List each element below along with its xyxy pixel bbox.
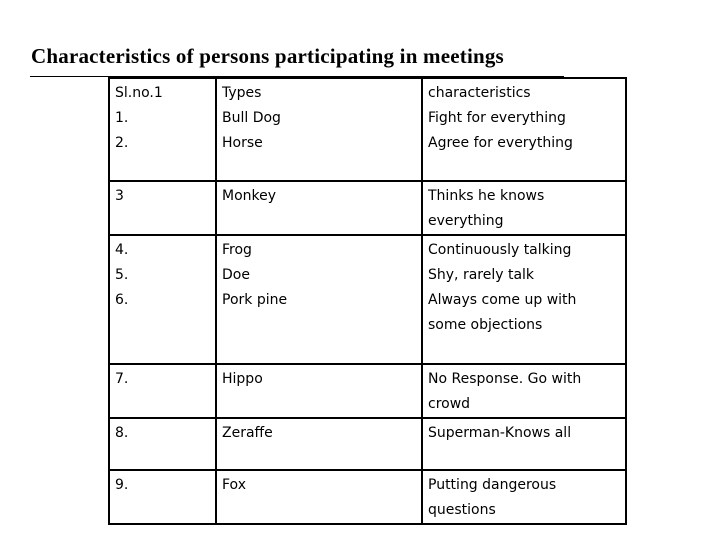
page-title: Characteristics of persons participating in meetings <box>31 44 504 68</box>
characteristic-line: Always come up with <box>428 292 577 308</box>
characteristic-line: Thinks he knows <box>428 188 545 204</box>
table-row <box>109 418 626 470</box>
slno-cell <box>109 418 216 470</box>
type-line: Doe <box>222 267 250 283</box>
slno-line: 4. <box>115 242 129 258</box>
characteristic-cell <box>422 364 626 418</box>
characteristic-line: characteristics <box>428 85 531 101</box>
slno-line: Sl.no.1 <box>115 85 163 101</box>
characteristic-cell <box>422 470 626 524</box>
slno-line: 9. <box>115 477 129 493</box>
characteristic-line: Continuously talking <box>428 242 572 258</box>
slno-cell <box>109 235 216 364</box>
type-line: Bull Dog <box>222 110 281 126</box>
type-line: Monkey <box>222 188 277 204</box>
characteristic-line: Fight for everything <box>428 110 566 126</box>
slno-line: 2. <box>115 135 129 151</box>
type-cell <box>216 78 422 181</box>
table-row <box>109 235 626 364</box>
type-line: Zeraffe <box>222 425 273 441</box>
slno-cell <box>109 78 216 181</box>
characteristic-cell <box>422 235 626 364</box>
table-row <box>109 364 626 418</box>
slno-line: 7. <box>115 371 129 387</box>
table-row <box>109 78 626 181</box>
type-line: Types <box>222 85 262 101</box>
characteristic-line: Shy, rarely talk <box>428 267 535 283</box>
characteristic-line: questions <box>428 502 496 518</box>
characteristics-table <box>108 77 627 525</box>
characteristic-line: everything <box>428 213 504 229</box>
characteristic-line: crowd <box>428 396 471 412</box>
characteristic-line: Putting dangerous <box>428 477 557 493</box>
type-line: Pork pine <box>222 292 288 308</box>
type-line: Hippo <box>222 371 263 387</box>
type-cell <box>216 418 422 470</box>
type-cell <box>216 235 422 364</box>
slno-line: 5. <box>115 267 129 283</box>
slno-line: 3 <box>115 188 124 204</box>
type-cell <box>216 364 422 418</box>
table-row <box>109 470 626 524</box>
slno-line: 1. <box>115 110 129 126</box>
type-cell <box>216 181 422 235</box>
type-line: Frog <box>222 242 252 258</box>
characteristic-line: Agree for everything <box>428 135 573 151</box>
type-line: Horse <box>222 135 263 151</box>
slno-cell <box>109 181 216 235</box>
type-line: Fox <box>222 477 246 493</box>
slno-cell <box>109 470 216 524</box>
slno-line: 6. <box>115 292 129 308</box>
characteristic-line: some objections <box>428 317 543 333</box>
characteristic-cell <box>422 181 626 235</box>
characteristic-line: No Response. Go with <box>428 371 582 387</box>
characteristic-line: Superman-Knows all <box>428 425 572 441</box>
characteristic-cell <box>422 418 626 470</box>
type-cell <box>216 470 422 524</box>
slno-cell <box>109 364 216 418</box>
table-row <box>109 181 626 235</box>
slno-line: 8. <box>115 425 129 441</box>
characteristic-cell <box>422 78 626 181</box>
